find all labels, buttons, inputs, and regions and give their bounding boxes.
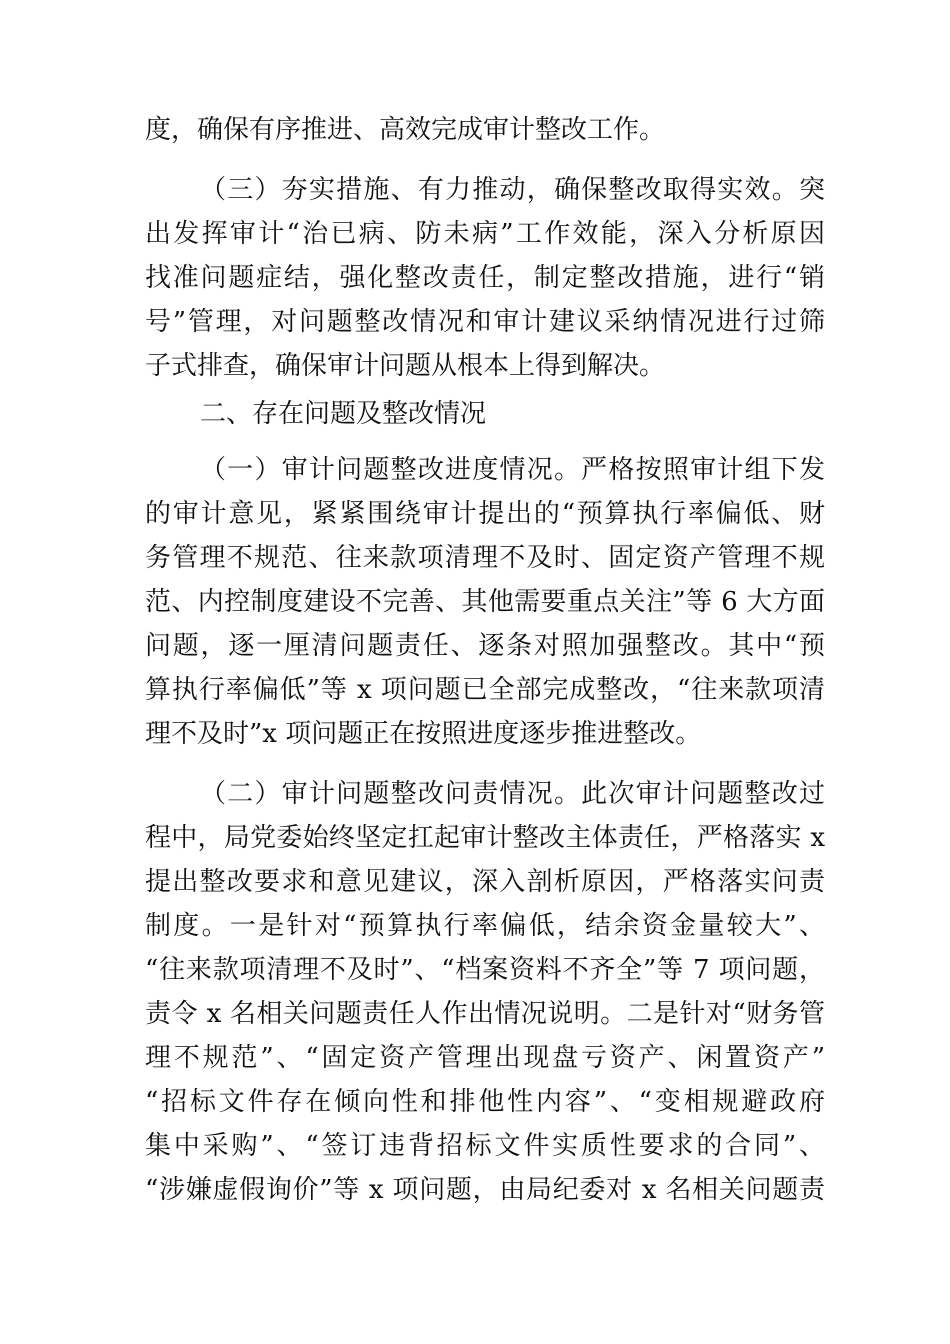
paragraph-line: 子式排查，确保审计问题从根本上得到解决。 bbox=[145, 351, 666, 381]
paragraph-line: （一）审计问题整改进度情况。严格按照审计组下发 bbox=[200, 455, 825, 485]
paragraph-line: 提出整改要求和意见建议，深入剖析原因，严格落实问责 bbox=[145, 867, 825, 897]
paragraph-line: 算执行率偏低”等 x 项问题已全部完成整改，“往来款项清 bbox=[145, 675, 825, 705]
paragraph-line: 集中采购”、“签订违背招标文件实质性要求的合同”、 bbox=[145, 1131, 825, 1161]
paragraph-line: 责令 x 名相关问题责任人作出情况说明。二是针对“财务管 bbox=[145, 999, 825, 1029]
section-heading: 二、存在问题及整改情况 bbox=[200, 399, 487, 429]
paragraph-line: 制度。一是针对“预算执行率偏低，结余资金量较大”、 bbox=[145, 911, 825, 941]
paragraph-line: 号”管理，对问题整改情况和审计建议采纳情况进行过筛 bbox=[145, 307, 825, 337]
paragraph-line: “招标文件存在倾向性和排他性内容”、“变相规避政府 bbox=[145, 1087, 825, 1117]
paragraph-line: 范、内控制度建设不完善、其他需要重点关注”等 6 大方面 bbox=[145, 587, 825, 617]
paragraph-line: 找准问题症结，强化整改责任，制定整改措施，进行“销 bbox=[145, 263, 825, 293]
paragraph-line: 理不及时”x 项问题正在按照进度逐步推进整改。 bbox=[145, 719, 702, 749]
paragraph-line: （二）审计问题整改问责情况。此次审计问题整改过 bbox=[200, 779, 825, 809]
paragraph-line: （三）夯实措施、有力推动，确保整改取得实效。突 bbox=[200, 175, 825, 205]
paragraph-line: 问题，逐一厘清问题责任、逐条对照加强整改。其中“预 bbox=[145, 631, 825, 661]
paragraph-line: “往来款项清理不及时”、“档案资料不齐全”等 7 项问题， bbox=[145, 955, 825, 985]
paragraph-line: 的审计意见，紧紧围绕审计提出的“预算执行率偏低、财 bbox=[145, 499, 825, 529]
paragraph-line: 程中，局党委始终坚定扛起审计整改主体责任，严格落实 x bbox=[145, 823, 825, 853]
paragraph-line: 度，确保有序推进、高效完成审计整改工作。 bbox=[145, 115, 666, 145]
paragraph-line: “涉嫌虚假询价”等 x 项问题，由局纪委对 x 名相关问题责 bbox=[145, 1175, 825, 1205]
paragraph-line: 务管理不规范、往来款项清理不及时、固定资产管理不规 bbox=[145, 543, 825, 573]
paragraph-line: 理不规范”、“固定资产管理出现盘亏资产、闲置资产” bbox=[145, 1043, 825, 1073]
paragraph-line: 出发挥审计“治已病、防未病”工作效能，深入分析原因 bbox=[145, 219, 825, 249]
